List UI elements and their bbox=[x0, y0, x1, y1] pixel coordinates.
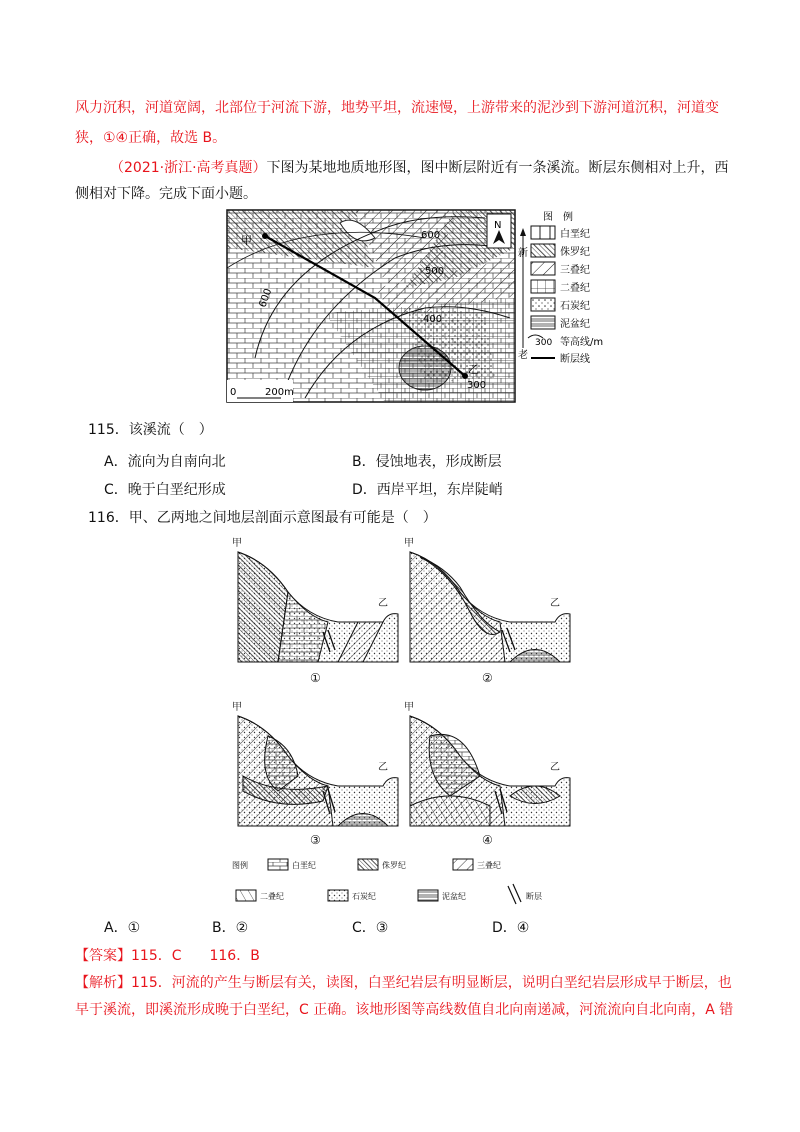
q115-option-c[interactable]: C．晚于白垩纪形成 bbox=[104, 482, 226, 498]
analysis-text-1: 115．河流的产生与断层有关，读图，白垩纪岩层有明显断层，说明白垩纪岩层形成早于断层，也 bbox=[131, 975, 732, 991]
cross-section-figure bbox=[228, 534, 573, 912]
q115-option-a[interactable]: A．流向为自南向北 bbox=[104, 454, 226, 470]
panel3-jia: 甲 bbox=[232, 702, 242, 713]
analysis-line-2: 早于溪流，即溪流形成晚于白垩纪，C 正确。该地形图等高线数值自北向南递减，河流流向自北向南，A 错 bbox=[75, 1002, 734, 1018]
map-legend-jurassic: 侏罗纪 bbox=[560, 247, 590, 258]
problem-source: （2021·浙江·高考真题） bbox=[110, 160, 267, 176]
section-legend-jurassic: 侏罗纪 bbox=[382, 861, 406, 870]
q116-option-c[interactable]: C．③ bbox=[352, 920, 389, 936]
section-legend-fault: 断层 bbox=[526, 892, 542, 901]
panel-label-2: ② bbox=[482, 671, 493, 685]
map-label-yi: 乙 bbox=[468, 363, 479, 376]
analysis-line-1 bbox=[75, 973, 732, 993]
answer-text: 115．C 116．B bbox=[131, 948, 260, 964]
panel-label-1: ① bbox=[310, 671, 321, 685]
panel3-yi: 乙 bbox=[378, 762, 388, 773]
section-legend-carboniferous: 石炭纪 bbox=[352, 892, 376, 901]
problem-line-1 bbox=[110, 158, 729, 178]
map-legend-devonian: 泥盆纪 bbox=[560, 319, 590, 330]
q116-option-a[interactable]: A．① bbox=[104, 920, 141, 936]
q116-stem: 116．甲、乙两地之间地层剖面示意图最有可能是（ ） bbox=[88, 510, 437, 526]
q116-option-b[interactable]: B．② bbox=[212, 920, 249, 936]
contour-label-500: 500 bbox=[425, 266, 445, 277]
map-legend-contour-value: 300 bbox=[535, 338, 553, 348]
map-legend-contour: 等高线/m bbox=[560, 337, 604, 348]
panel-label-3: ③ bbox=[310, 833, 321, 847]
axis-old: 老 bbox=[518, 350, 528, 361]
analysis-label: 【解析】 bbox=[75, 975, 131, 991]
section-legend-triassic: 三叠纪 bbox=[477, 861, 501, 870]
intro-line-1: 风力沉积，河道宽阔，北部位于河流下游，地势平坦，流速慢，上游带来的泥沙到下游河道沉积，河道变 bbox=[75, 100, 719, 116]
q115-option-b[interactable]: B．侵蚀地表，形成断层 bbox=[352, 454, 502, 470]
panel4-yi: 乙 bbox=[550, 762, 560, 773]
panel1-jia: 甲 bbox=[232, 538, 242, 549]
geologic-map bbox=[225, 208, 604, 408]
intro-line-2: 狭，①④正确，故选 B。 bbox=[75, 130, 227, 146]
q115-stem: 115．该溪流（ ） bbox=[88, 422, 213, 438]
map-legend-cretaceous: 白垩纪 bbox=[560, 229, 590, 240]
panel2-yi: 乙 bbox=[550, 598, 560, 609]
panel-label-4: ④ bbox=[482, 833, 493, 847]
q115-option-d[interactable]: D．西岸平坦，东岸陡峭 bbox=[352, 482, 503, 498]
answer-label: 【答案】 bbox=[75, 948, 131, 964]
contour-label-600b: 600 bbox=[257, 287, 275, 310]
scale-zero: 0 bbox=[230, 387, 237, 398]
contour-label-400: 400 bbox=[423, 314, 443, 325]
map-legend-carboniferous: 石炭纪 bbox=[560, 301, 590, 312]
axis-new: 新 bbox=[518, 248, 528, 259]
answer-line bbox=[75, 946, 260, 966]
scale-distance: 200m bbox=[265, 387, 294, 398]
north-label: N bbox=[494, 220, 502, 231]
section-legend-devonian: 泥盆纪 bbox=[442, 892, 466, 901]
problem-line-2: 侧相对下降。完成下面小题。 bbox=[75, 186, 257, 202]
panel1-yi: 乙 bbox=[378, 598, 388, 609]
map-legend-triassic: 三叠纪 bbox=[560, 265, 590, 276]
section-legend-cretaceous: 白垩纪 bbox=[292, 861, 316, 870]
panel4-jia: 甲 bbox=[404, 702, 414, 713]
problem-text-1: 下图为某地地质地形图，图中断层附近有一条溪流。断层东侧相对上升，西 bbox=[266, 160, 729, 176]
map-legend-fault: 断层线 bbox=[560, 354, 590, 365]
map-legend-permian: 二叠纪 bbox=[560, 283, 590, 294]
contour-label-600a: 600 bbox=[421, 230, 441, 241]
section-legend-title: 图例 bbox=[232, 861, 248, 870]
panel2-jia: 甲 bbox=[404, 538, 414, 549]
map-legend-title: 图 例 bbox=[543, 212, 573, 223]
q116-option-d[interactable]: D．④ bbox=[492, 920, 530, 936]
section-legend-permian: 二叠纪 bbox=[260, 892, 284, 901]
map-label-jia: 甲 bbox=[241, 234, 252, 247]
contour-label-300: 300 bbox=[467, 380, 487, 391]
